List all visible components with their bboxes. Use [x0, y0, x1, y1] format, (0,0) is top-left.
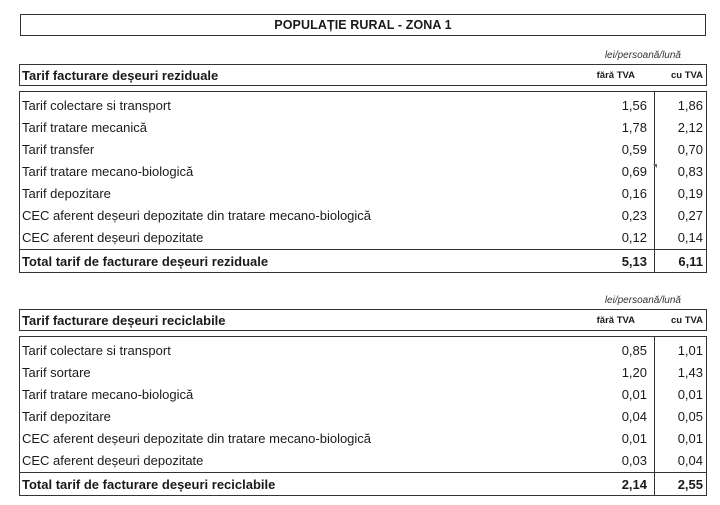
table-header: [19, 309, 707, 331]
total-label: Total tarif de facturare deșeuri reciclabile: [22, 477, 276, 492]
column-header-with-vat: cu TVA: [670, 70, 703, 81]
total-with-vat: 2,55: [677, 477, 703, 492]
value-with-vat: 0,70: [677, 142, 703, 157]
comment-marker-icon: [653, 164, 657, 168]
table-row: [20, 361, 706, 383]
value-with-vat: 1,86: [677, 98, 703, 113]
row-label: Tarif colectare si transport: [22, 98, 171, 113]
value-without-vat: 0,59: [621, 142, 647, 157]
value-with-vat: 0,27: [677, 208, 703, 223]
table-row: [20, 339, 706, 361]
row-label: Tarif tratare mecanică: [22, 120, 147, 135]
value-with-vat: 1,01: [677, 343, 703, 358]
value-with-vat: 0,05: [677, 409, 703, 424]
recyclable-waste-table: [19, 293, 707, 496]
row-label: CEC aferent deșeuri depozitate din tratare mecano-biologică: [22, 431, 372, 446]
row-label: Tarif depozitare: [22, 186, 111, 201]
row-label: CEC aferent deșeuri depozitate din tratare mecano-biologică: [22, 208, 372, 223]
value-without-vat: 0,01: [621, 387, 647, 402]
row-label: Tarif tratare mecano-biologică: [22, 164, 194, 179]
table-row: [20, 405, 706, 427]
value-without-vat: 1,78: [621, 120, 647, 135]
value-without-vat: 1,20: [621, 365, 647, 380]
table-row: [20, 160, 706, 182]
value-with-vat: 1,43: [677, 365, 703, 380]
column-header-with-vat: cu TVA: [670, 315, 703, 326]
column-divider: [654, 473, 655, 495]
table-row: [20, 94, 706, 116]
unit-label: lei/persoană/lună: [604, 50, 681, 61]
table-header: [19, 64, 707, 86]
value-with-vat: 0,01: [677, 431, 703, 446]
row-label: Tarif sortare: [22, 365, 91, 380]
table-row: [20, 138, 706, 160]
value-with-vat: 2,12: [677, 120, 703, 135]
page-title: POPULAȚIE RURAL - ZONA 1: [20, 14, 706, 36]
value-without-vat: 1,56: [621, 98, 647, 113]
total-with-vat: 6,11: [678, 254, 703, 269]
value-without-vat: 0,01: [621, 431, 647, 446]
row-label: CEC aferent deșeuri depozitate: [22, 453, 204, 468]
column-divider: [654, 250, 655, 272]
total-row: [20, 249, 706, 272]
unit-label: lei/persoană/lună: [604, 295, 681, 306]
value-with-vat: 0,01: [677, 387, 703, 402]
value-without-vat: 0,04: [621, 409, 647, 424]
table-row: [20, 182, 706, 204]
table-body: [19, 336, 707, 496]
row-label: Tarif transfer: [22, 142, 95, 157]
table-row: [20, 427, 706, 449]
table-header-label: Tarif facturare deșeuri reciclabile: [22, 312, 226, 328]
value-without-vat: 0,03: [621, 453, 647, 468]
column-header-without-vat: fără TVA: [596, 70, 635, 81]
table-header-label: Tarif facturare deșeuri reziduale: [22, 67, 219, 83]
value-without-vat: 0,69: [621, 164, 647, 179]
row-label: Tarif colectare si transport: [22, 343, 171, 358]
table-row: [20, 204, 706, 226]
table-row: [20, 449, 706, 471]
value-without-vat: 0,23: [621, 208, 647, 223]
value-without-vat: 0,16: [621, 186, 647, 201]
value-with-vat: 0,83: [677, 164, 703, 179]
total-row: [20, 472, 706, 495]
total-label: Total tarif de facturare deșeuri reziduale: [22, 254, 269, 269]
residual-waste-table: [19, 48, 707, 273]
table-row: [20, 116, 706, 138]
value-with-vat: 0,19: [677, 186, 703, 201]
row-label: Tarif depozitare: [22, 409, 111, 424]
table-body: [19, 91, 707, 273]
value-without-vat: 0,85: [621, 343, 647, 358]
total-without-vat: 2,14: [621, 477, 647, 492]
row-label: CEC aferent deșeuri depozitate: [22, 230, 204, 245]
value-with-vat: 0,14: [677, 230, 703, 245]
value-with-vat: 0,04: [677, 453, 703, 468]
column-header-without-vat: fără TVA: [596, 315, 635, 326]
table-row: [20, 226, 706, 248]
total-without-vat: 5,13: [621, 254, 647, 269]
table-row: [20, 383, 706, 405]
row-label: Tarif tratare mecano-biologică: [22, 387, 194, 402]
value-without-vat: 0,12: [621, 230, 647, 245]
